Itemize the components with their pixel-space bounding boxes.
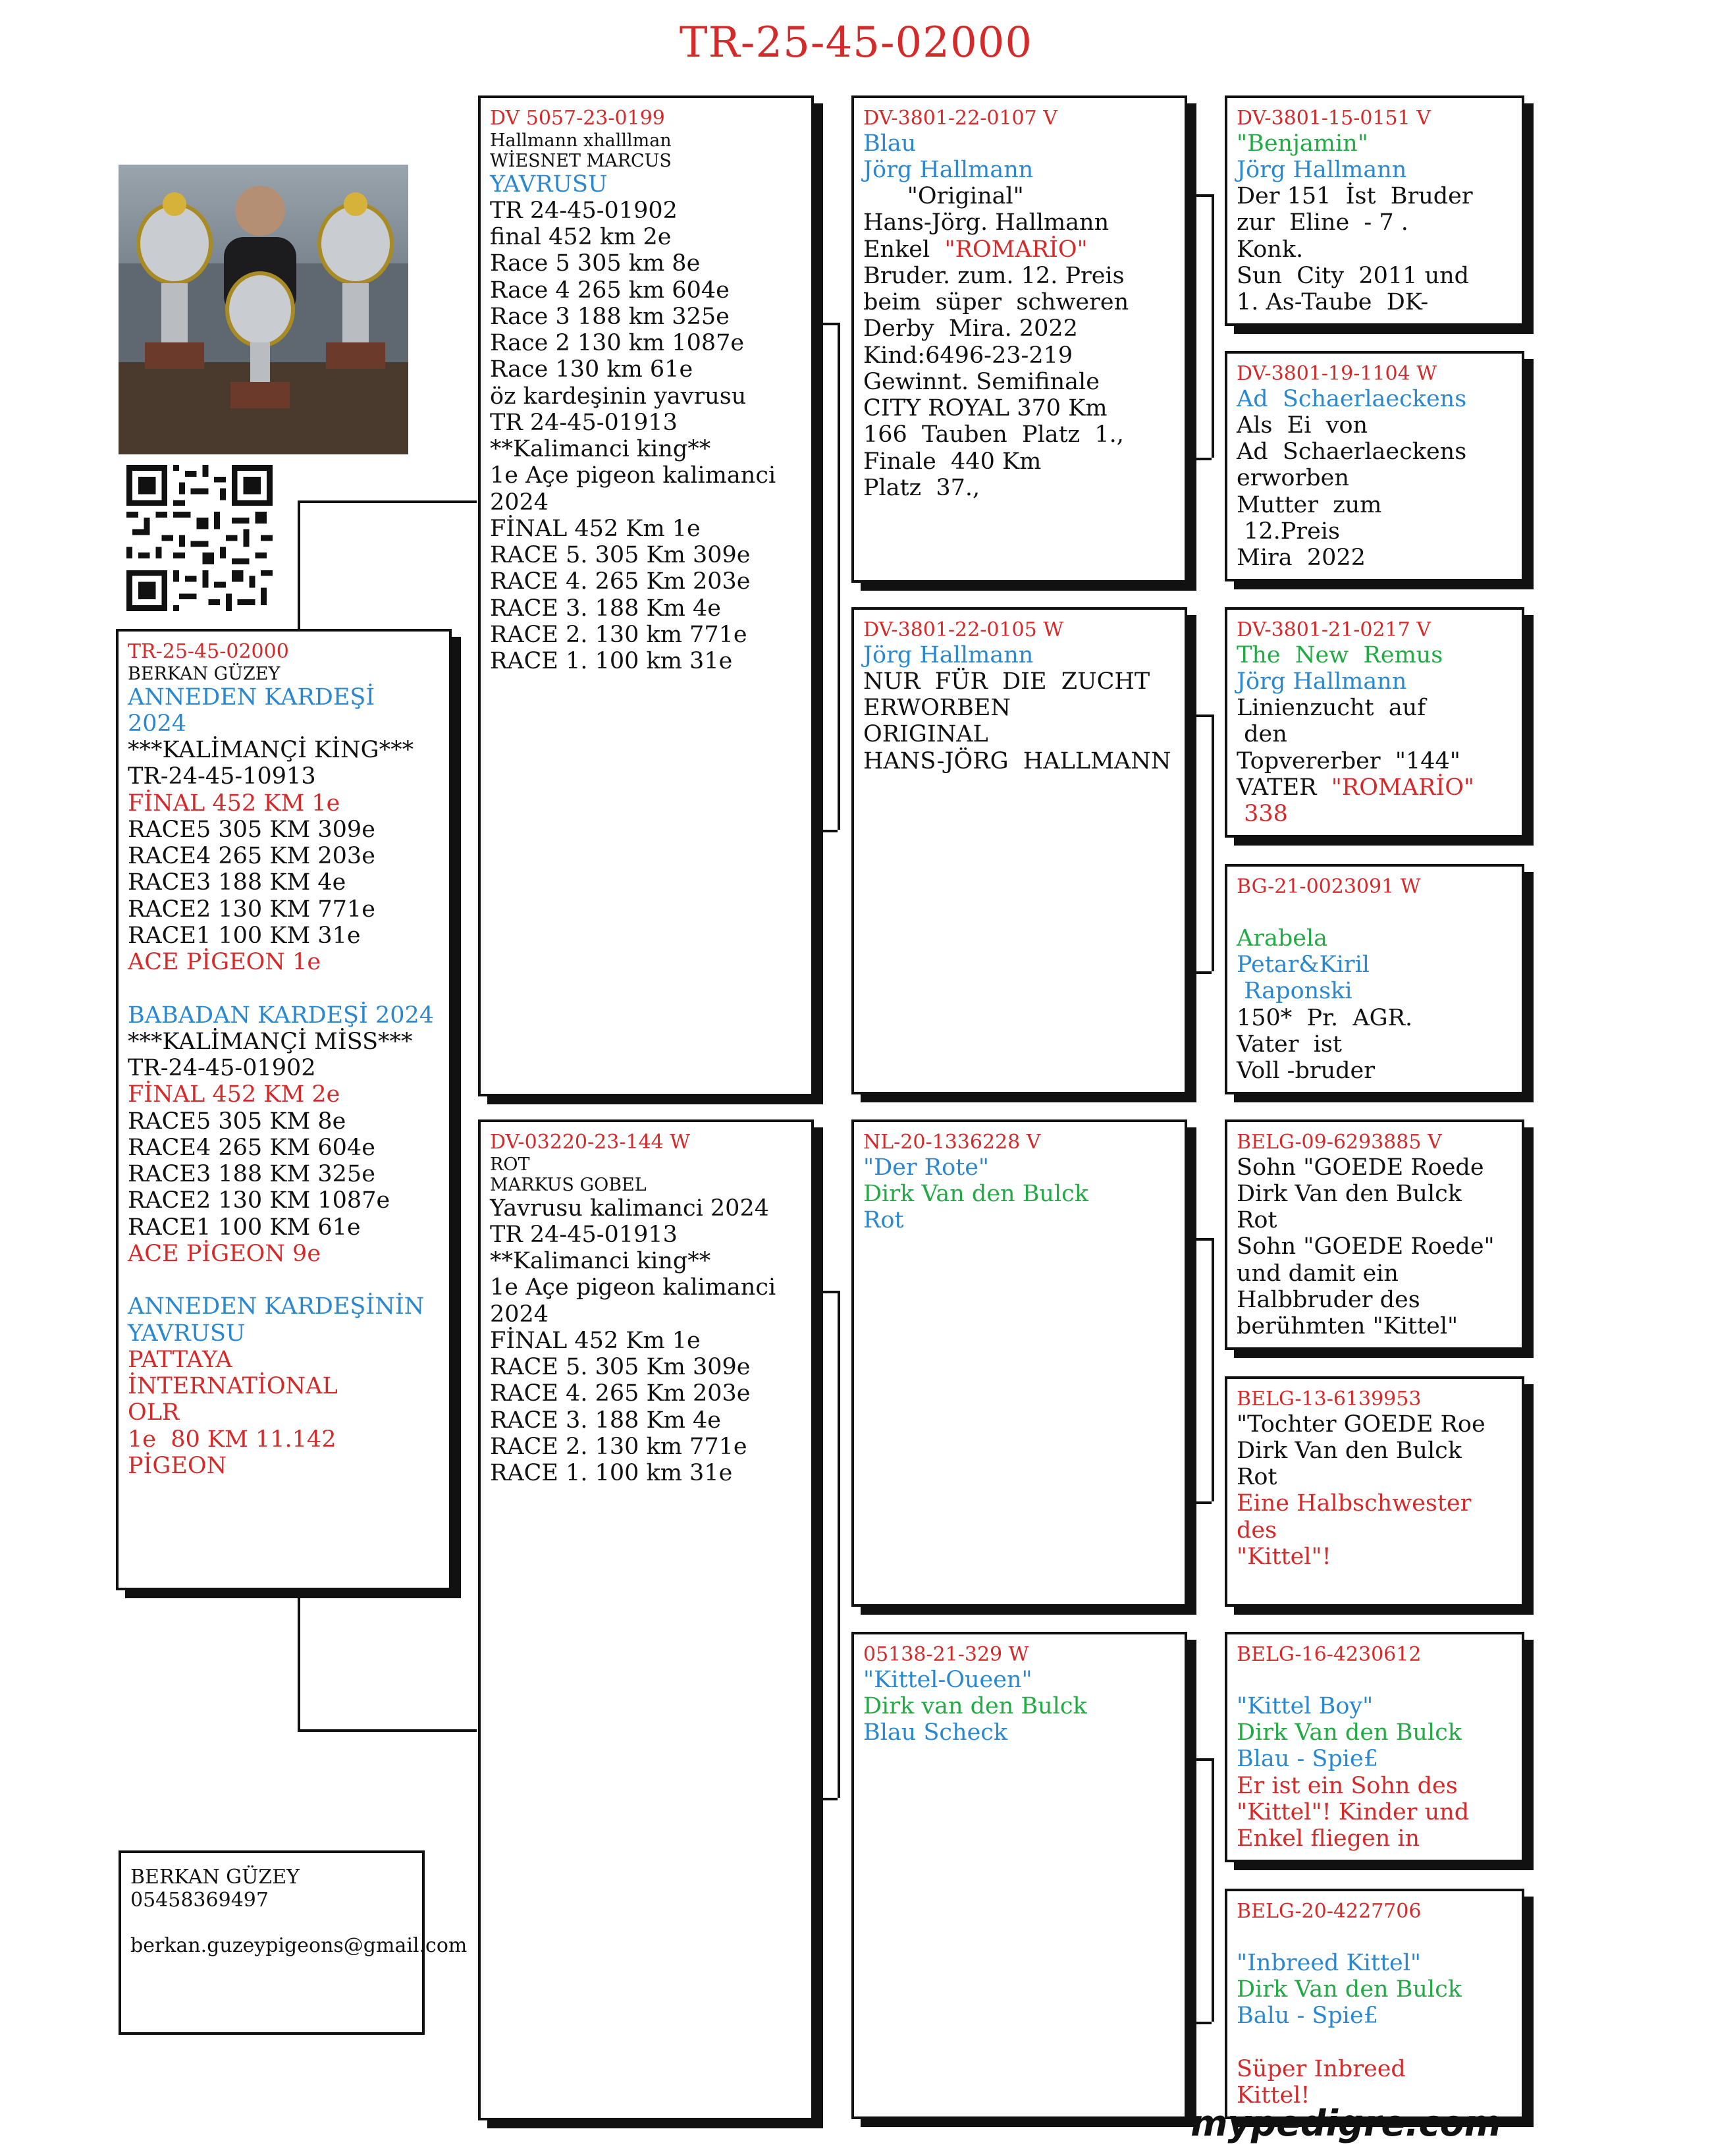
pedigree-line: RACE 1. 100 km 31e <box>490 1460 733 1487</box>
pedigree-line: Dirk Van den Bulck <box>1237 1976 1462 2003</box>
pedigree-line: Enkel fliegen in <box>1237 1825 1420 1852</box>
pedigree-line: RACE 5. 305 Km 309e <box>490 1354 751 1381</box>
connector-line <box>1185 458 1212 460</box>
pedigree-line: Mutter zum <box>1237 491 1382 518</box>
connector-line <box>1185 194 1212 197</box>
pedigree-line: Dirk Van den Bulck <box>1237 1437 1462 1464</box>
pedigree-line: Raponski <box>1237 978 1352 1005</box>
great-grandparent-card-8[interactable] <box>1225 1889 1524 2119</box>
pedigree-line: Blau <box>863 130 917 157</box>
pedigree-line: Rot <box>863 1207 904 1233</box>
pedigree-line: **Kalimanci king** <box>490 436 711 463</box>
pedigree-line: RACE2 130 KM 771e <box>128 896 375 923</box>
pedigree-line: RACE 2. 130 km 771e <box>490 621 747 648</box>
pedigree-line: RACE 2. 130 km 771e <box>490 1433 747 1460</box>
pedigree-line: TR-24-45-01902 <box>128 1055 316 1082</box>
pedigree-line: RACE5 305 KM 309e <box>128 816 375 843</box>
pedigree-line: "Original" <box>863 183 1024 209</box>
pedigree-line: YAVRUSU <box>490 171 608 198</box>
pedigree-line: RACE2 130 KM 1087e <box>128 1187 390 1214</box>
pedigree-line: Der 151 İst Bruder <box>1237 183 1473 209</box>
connector-line <box>1185 1758 1212 1761</box>
pedigree-line: berühmten "Kittel" <box>1237 1313 1458 1339</box>
pedigree-line: Ad Schaerlaeckens <box>1237 439 1467 465</box>
great-grandparent-card-3[interactable] <box>1225 607 1524 838</box>
great-grandparent-card-5[interactable] <box>1225 1119 1524 1350</box>
pedigree-line: 1e Açe pigeon kalimanci <box>490 1274 776 1301</box>
pedigree-line <box>128 1267 440 1293</box>
pedigree-line: RACE1 100 KM 61e <box>128 1214 361 1241</box>
pedigree-line: 166 Tauben Platz 1., <box>863 421 1124 448</box>
pedigree-line: Jörg Hallmann <box>863 156 1034 183</box>
pedigree-line: Sohn "GOEDE Roede <box>1237 1154 1484 1181</box>
pedigree-line: 150* Pr. AGR. <box>1237 1004 1413 1031</box>
pedigree-line <box>1237 899 1512 925</box>
connector-line <box>838 1291 840 1798</box>
pedigree-line <box>1237 1924 1512 1950</box>
pedigree-line <box>1237 2030 1512 2056</box>
pedigree-line: 2024 <box>490 1301 549 1328</box>
pedigree-line: Eine Halbschwester <box>1237 1490 1472 1517</box>
pedigree-line: FİNAL 452 KM 2e <box>128 1081 340 1108</box>
great-grandparent-card-1[interactable] <box>1225 95 1524 326</box>
connector-line <box>298 1587 300 1732</box>
pedigree-line: 338 <box>1237 801 1288 827</box>
pedigree-line: RACE 3. 188 Km 4e <box>490 595 721 622</box>
pedigree-line: Kittel! <box>1237 2082 1310 2109</box>
pedigree-line: "Benjamin" <box>1237 130 1368 157</box>
pedigree-line: Jörg Hallmann <box>1237 156 1407 183</box>
ring-number: DV-3801-21-0217 V <box>1237 618 1431 641</box>
pedigree-line: des <box>1237 1517 1277 1544</box>
pedigree-line-text: VATER <box>1237 774 1331 801</box>
ring-number: DV-03220-23-144 W <box>490 1131 691 1154</box>
ring-number: DV-3801-19-1104 W <box>1237 362 1437 385</box>
pedigree-line: TR-24-45-10913 <box>128 763 316 790</box>
pedigree-line <box>1237 774 1512 801</box>
pedigree-line: RACE3 188 KM 325e <box>128 1161 375 1188</box>
pedigree-line: Arabela <box>1237 925 1328 952</box>
pedigree-line: Hallmann xhalllman <box>490 130 672 151</box>
ring-number: BG-21-0023091 W <box>1237 875 1421 898</box>
connector-line <box>298 1729 477 1732</box>
pedigree-line: "Kittel"! Kinder und <box>1237 1798 1470 1825</box>
ring-number: DV 5057-23-0199 <box>490 107 665 130</box>
connector-line <box>1212 714 1214 971</box>
pedigree-line: Rot <box>1237 1207 1277 1233</box>
pedigree-line: Voll -bruder <box>1237 1058 1375 1084</box>
great-grandparent-card-4[interactable] <box>1225 864 1524 1094</box>
pedigree-line: Rot <box>1237 1464 1277 1490</box>
granddam-paternal-card[interactable] <box>851 607 1187 1094</box>
pedigree-line: ERWORBEN <box>863 695 1011 721</box>
contact-spacer <box>130 1912 413 1935</box>
ring-number: NL-20-1336228 V <box>863 1131 1041 1154</box>
pedigree-line: Platz 37., <box>863 474 980 501</box>
pedigree-line: Er ist ein Sohn des <box>1237 1772 1458 1799</box>
watermark: mypedigre.com <box>1190 2103 1501 2144</box>
great-grandparent-card-6[interactable] <box>1225 1376 1524 1607</box>
ring-number: BELG-20-4227706 <box>1237 1900 1422 1923</box>
dam-card[interactable] <box>478 1119 814 2120</box>
pedigree-line: Mira 2022 <box>1237 545 1366 571</box>
pedigree-line: Dirk van den Bulck <box>863 1692 1087 1719</box>
pedigree-line: 12.Preis <box>1237 518 1340 545</box>
trophies-photo <box>119 165 408 454</box>
ring-number: DV-3801-22-0105 W <box>863 618 1064 641</box>
pedigree-line: ACE PİGEON 9e <box>128 1240 321 1267</box>
pedigree-line: 2024 <box>490 489 549 516</box>
pedigree-line: Blau - Spie£ <box>1237 1746 1378 1773</box>
pedigree-line: ORIGINAL <box>863 721 988 748</box>
pedigree-line: "Kittel Boy" <box>1237 1692 1374 1719</box>
contact-phone[interactable]: 05458369497 <box>130 1888 269 1912</box>
connector-line <box>1185 714 1212 717</box>
ring-number: DV-3801-22-0107 V <box>863 107 1057 130</box>
pedigree-line <box>1237 1667 1512 1693</box>
pedigree-line: Süper Inbreed <box>1237 2055 1406 2082</box>
pedigree-line: YAVRUSU <box>128 1320 246 1347</box>
connector-line <box>1212 1758 1214 2022</box>
granddam-maternal-card[interactable] <box>851 1632 1187 2119</box>
pedigree-line: Linienzucht auf <box>1237 695 1426 721</box>
pedigree-line: Dirk Van den Bulck <box>863 1180 1088 1207</box>
subject-card[interactable] <box>116 629 452 1590</box>
pedigree-line: ***KALİMANÇİ MİSS*** <box>128 1028 413 1055</box>
pedigree-line: BABADAN KARDEŞİ 2024 <box>128 1002 435 1029</box>
pedigree-line: 1e 80 KM 11.142 <box>128 1426 336 1453</box>
pedigree-line: Race 5 305 km 8e <box>490 250 701 277</box>
pedigree-line: final 452 km 2e <box>490 224 672 251</box>
pedigree-line: Gewinnt. Semifinale <box>863 368 1100 395</box>
pedigree-line: Halbbruder des <box>1237 1286 1420 1313</box>
pedigree-line: "Der Rote" <box>863 1154 990 1181</box>
pedigree-line: FİNAL 452 Km 1e <box>490 515 701 542</box>
pedigree-line: Finale 440 Km <box>863 448 1042 475</box>
ring-number: BELG-13-6139953 <box>1237 1388 1422 1411</box>
pedigree-line: RACE5 305 KM 8e <box>128 1108 346 1135</box>
pedigree-line: Dirk Van den Bulck <box>1237 1719 1462 1746</box>
pedigree-line: beim süper schweren <box>863 289 1129 315</box>
pedigree-line: ANNEDEN KARDEŞİNİN <box>128 1293 425 1320</box>
connector-line <box>1212 194 1214 458</box>
pedigree-line <box>128 975 440 1002</box>
pedigree-line: RACE 3. 188 Km 4e <box>490 1407 721 1434</box>
pedigree-line: Dirk Van den Bulck <box>1237 1180 1462 1207</box>
pedigree-line: ANNEDEN KARDEŞİ 2024 <box>128 684 383 737</box>
highlighted-name: "ROMARİO" <box>1331 774 1474 801</box>
pedigree-line: RACE4 265 KM 203e <box>128 843 375 870</box>
pedigree-line: Balu - Spie£ <box>1237 2003 1378 2030</box>
qr-code-icon <box>126 465 273 611</box>
pedigree-line: Sun City 2011 und <box>1237 262 1470 289</box>
connector-line <box>1185 2022 1212 2024</box>
pedigree-line: erworben <box>1237 465 1349 492</box>
pedigree-line <box>863 236 1175 263</box>
highlighted-name: "ROMARİO" <box>944 236 1088 263</box>
pedigree-line: Bruder. zum. 12. Preis <box>863 262 1125 289</box>
grandsire-paternal-card[interactable] <box>851 95 1187 583</box>
pedigree-line: PATTAYA İNTERNATİONAL <box>128 1346 338 1400</box>
connector-line <box>298 500 477 503</box>
pedigree-line: "Kittel"! <box>1237 1543 1331 1570</box>
ring-number: DV-3801-15-0151 V <box>1237 107 1431 130</box>
pedigree-line: öz kardeşinin yavrusu <box>490 383 747 410</box>
pedigree-line: Jörg Hallmann <box>863 641 1034 668</box>
pedigree-line: WİESNET MARCUS <box>490 150 672 171</box>
pedigree-line: **Kalimanci king** <box>490 1248 711 1275</box>
pedigree-line: HANS-JÖRG HALLMANN <box>863 747 1171 774</box>
pedigree-line: "Kittel-Oueen" <box>863 1666 1032 1693</box>
contact-name: BERKAN GÜZEY <box>130 1866 300 1889</box>
pedigree-line: Jörg Hallmann <box>1237 668 1407 695</box>
pedigree-line: ROT <box>490 1154 530 1175</box>
pedigree-line: Kind:6496-23-219 <box>863 342 1073 369</box>
pedigree-line: Petar&Kiril <box>1237 952 1370 978</box>
pedigree-line: MARKUS GOBEL <box>490 1174 647 1195</box>
pedigree-line: Ad Schaerlaeckens <box>1237 385 1467 412</box>
pedigree-line: Derby Mira. 2022 <box>863 315 1078 342</box>
connector-line <box>298 500 300 632</box>
connector-line <box>1185 971 1212 974</box>
pedigree-line: zur Eline - 7 . <box>1237 209 1408 236</box>
pedigree-line: Race 4 265 km 604e <box>490 277 730 304</box>
pedigree-line: OLR <box>128 1399 180 1426</box>
pedigree-line: BERKAN GÜZEY <box>128 663 281 684</box>
pedigree-line: TR 24-45-01913 <box>490 409 678 436</box>
connector-line <box>811 1291 838 1293</box>
pedigree-line: Konk. <box>1237 236 1304 263</box>
great-grandparent-card-2[interactable] <box>1225 351 1524 581</box>
pedigree-line: 1. As-Taube DK- <box>1237 289 1429 315</box>
pedigree-line: NUR FÜR DIE ZUCHT <box>863 668 1150 695</box>
pedigree-line: Hans-Jörg. Hallmann <box>863 209 1110 236</box>
pedigree-line: "Inbreed Kittel" <box>1237 1949 1422 1976</box>
pedigree-line: Blau Scheck <box>863 1719 1008 1746</box>
great-grandparent-card-7[interactable] <box>1225 1632 1524 1862</box>
pedigree-line: und damit ein <box>1237 1260 1399 1287</box>
pedigree-line: Race 130 km 61e <box>490 356 693 383</box>
qr-code[interactable] <box>126 465 273 611</box>
pedigree-line: RACE 5. 305 Km 309e <box>490 542 751 569</box>
pedigree-line: TR 24-45-01913 <box>490 1221 678 1248</box>
ring-number: TR-25-45-02000 <box>128 640 289 663</box>
pedigree-line: RACE 4. 265 Km 203e <box>490 1380 751 1407</box>
ring-number: BELG-09-6293885 V <box>1237 1131 1442 1154</box>
pedigree-title: TR-25-45-02000 <box>679 18 1033 67</box>
pedigree-line: Yavrusu kalimanci 2024 <box>490 1195 769 1222</box>
pedigree-line: den <box>1237 721 1287 748</box>
pedigree-line: 1e Açe pigeon kalimanci <box>490 462 776 489</box>
pedigree-line: Als Ei von <box>1237 412 1368 439</box>
pedigree-line: CITY ROYAL 370 Km <box>863 395 1108 421</box>
pedigree-line: FİNAL 452 KM 1e <box>128 790 340 817</box>
connector-line <box>811 1798 838 1800</box>
pedigree-line: TR 24-45-01902 <box>490 197 678 224</box>
pedigree-line: Topvererber "144" <box>1237 747 1460 774</box>
pedigree-line: Vater ist <box>1237 1031 1342 1058</box>
pedigree-line-text: Enkel <box>863 236 945 263</box>
pedigree-line: PİGEON <box>128 1452 227 1479</box>
pedigree-line: ACE PİGEON 1e <box>128 949 321 976</box>
pedigree-line: RACE 1. 100 km 31e <box>490 648 733 675</box>
photo-image <box>119 165 408 454</box>
connector-line <box>811 830 838 832</box>
connector-line <box>1185 1501 1212 1504</box>
pedigree-line: RACE 4. 265 Km 203e <box>490 568 751 595</box>
connector-line <box>838 323 840 830</box>
pedigree-line: FİNAL 452 Km 1e <box>490 1327 701 1354</box>
ring-number: BELG-16-4230612 <box>1237 1643 1422 1666</box>
pedigree-line: Sohn "GOEDE Roede" <box>1237 1233 1495 1260</box>
pedigree-line: Race 3 188 km 325e <box>490 303 730 330</box>
pedigree-line: RACE4 265 KM 604e <box>128 1134 375 1161</box>
pedigree-line: RACE1 100 KM 31e <box>128 922 361 949</box>
connector-line <box>1212 1238 1214 1501</box>
pedigree-line: "Tochter GOEDE Roe <box>1237 1411 1485 1438</box>
pedigree-line: ***KALİMANÇİ KİNG*** <box>128 737 414 764</box>
pedigree-line: Race 2 130 km 1087e <box>490 330 745 357</box>
pedigree-line: RACE3 188 KM 4e <box>128 869 346 896</box>
sire-card[interactable] <box>478 95 814 1096</box>
contact-box <box>119 1850 468 2035</box>
connector-line <box>1185 1238 1212 1241</box>
grandsire-maternal-card[interactable] <box>851 1119 1187 1607</box>
connector-line <box>811 323 838 325</box>
contact-email[interactable]: berkan.guzeypigeons@gmail.com <box>130 1933 468 1957</box>
pedigree-line: The New Remus <box>1237 641 1443 668</box>
ring-number: 05138-21-329 W <box>863 1643 1029 1666</box>
